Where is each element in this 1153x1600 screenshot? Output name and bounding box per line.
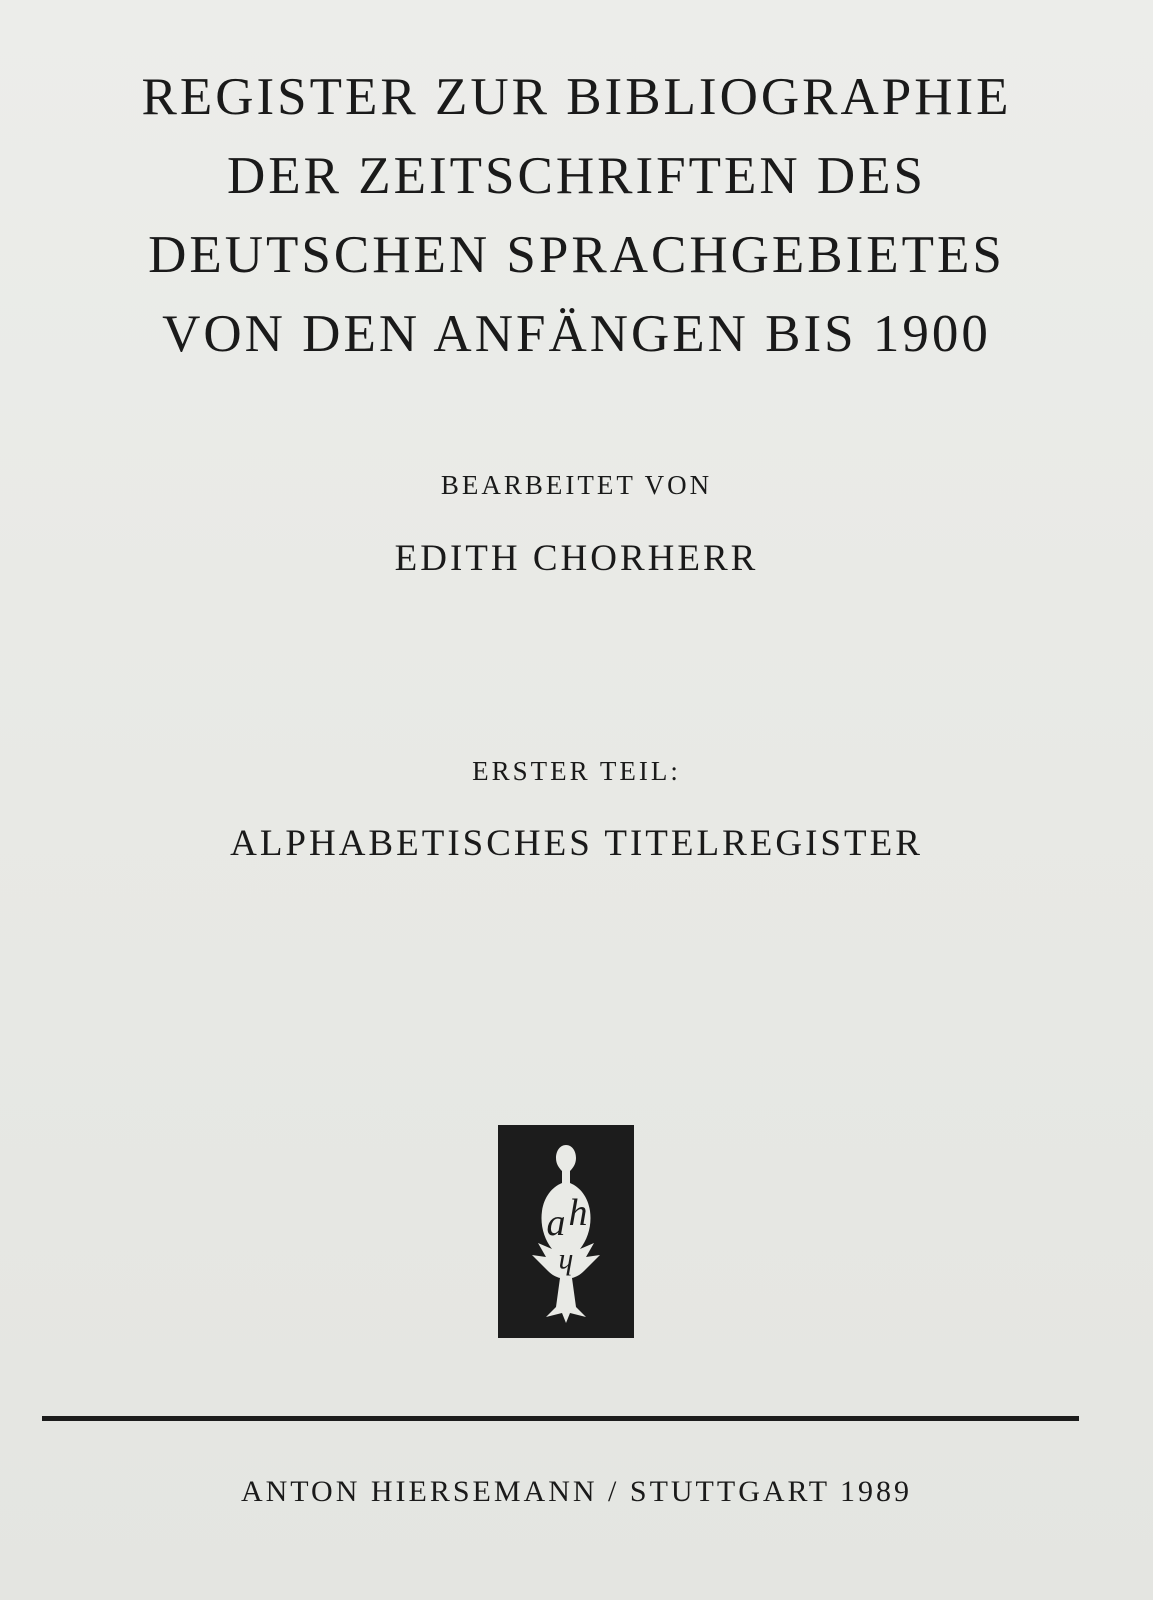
publisher-eagle-logo-icon	[498, 1125, 634, 1338]
title-line: REGISTER ZUR BIBLIOGRAPHIE	[141, 68, 1012, 126]
credit-label: BEARBEITET VON	[440, 470, 713, 500]
title-line: VON DEN ANFÄNGEN BIS 1900	[162, 305, 991, 363]
svg-text:h: h	[558, 1248, 574, 1281]
part-title: ALPHABETISCHES TITELREGISTER	[230, 823, 923, 864]
svg-text:a: a	[546, 1202, 566, 1244]
svg-text:h: h	[568, 1192, 588, 1234]
book-title	[0, 58, 1153, 374]
author-name: EDITH CHORHERR	[394, 538, 759, 579]
part-label: ERSTER TEIL:	[472, 756, 681, 786]
horizontal-rule	[42, 1416, 1079, 1421]
title-line: DEUTSCHEN SPRACHGEBIETES	[148, 226, 1005, 284]
publisher-imprint: ANTON HIERSEMANN / STUTTGART 1989	[240, 1475, 913, 1508]
title-line: DER ZEITSCHRIFTEN DES	[227, 147, 926, 205]
